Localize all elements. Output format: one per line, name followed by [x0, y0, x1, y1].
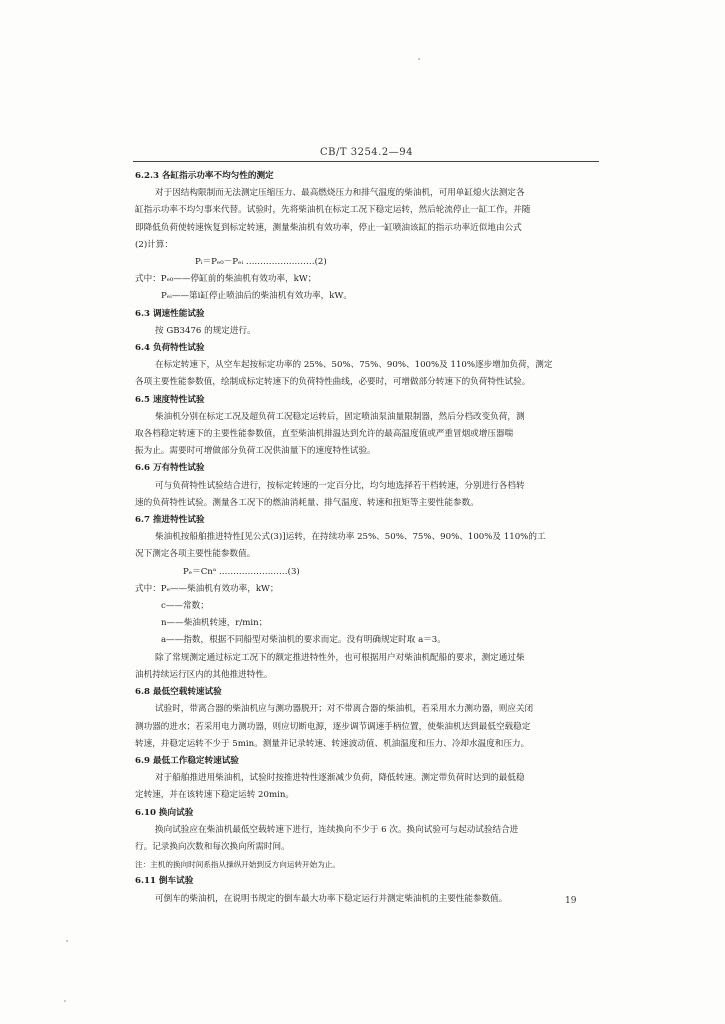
scan-speck	[64, 1000, 66, 1002]
paragraph-line: 换向试验应在柴油机最低空载转速下进行，连续换向不少于 6 次。换向试验可与起动试验结合进	[155, 824, 519, 835]
scan-speck	[66, 940, 68, 942]
section-6-10-title: 6.10 换向试验	[135, 807, 194, 818]
equation-definition: Pₑᵢ——第i缸停止喷油后的柴油机有效功率，kW。	[161, 291, 352, 302]
equation-definition: n——柴油机转速，r/min；	[161, 618, 268, 629]
paragraph-line: 行。记录换向次数和每次换向所需时间。	[135, 841, 290, 852]
paragraph-line: 对于船舶推进用柴油机，试验时按推进特性逐渐减少负荷，降低转速。测定带负荷时达到的最低稳	[155, 773, 525, 784]
equation-definition: 式中：Pₑ₀——停缸前的柴油机有效功率，kW；	[135, 274, 317, 285]
paragraph-line: 柴油机按船舶推进特性[见公式(3)]运转，在持续功率 25%、50%、75%、90%、100%及 110%的工	[155, 532, 546, 543]
note: 注：主机的换向时间系指从操纵开始到反方向运转开始为止。	[135, 860, 341, 870]
paragraph-line: 试验时，带离合器的柴油机应与测功器脱开；对不带离合器的柴油机，若采用水力测功器，则应关闭	[155, 704, 534, 715]
document-body	[135, 168, 595, 908]
paragraph-line: 速的负荷特性试验。测量各工况下的燃油消耗量、排气温度、转速和扭矩等主要性能参数。	[135, 497, 479, 508]
page-number: 19	[565, 896, 577, 906]
section-6-3-title: 6.3 调速性能试验	[135, 308, 205, 319]
section-6-11-title: 6.11 倒车试验	[135, 876, 194, 887]
paragraph-line: 柴油机分别在标定工况及超负荷工况稳定运转后，固定喷油泵油量限制器，然后分档改变负荷，测	[155, 411, 525, 422]
paragraph-line: 测功器的进水；若采用电力测功器，则应切断电源，逐步调节调速手柄位置，使柴油机达到最低空载稳定	[135, 721, 531, 732]
equation-definition: c——常数；	[161, 601, 209, 612]
paragraph-line: 取各档稳定转速下的主要性能参数值，直至柴油机排温达到允许的最高温度值或严重冒烟或增压器喘	[135, 429, 514, 440]
paragraph-line: 转速，并稳定运转不少于 5min。测量并记录转速、转速波动值、机油温度和压力、冷却水温度和压力。	[135, 738, 530, 749]
paragraph-line: (2)计算：	[135, 239, 173, 250]
header-rule	[133, 161, 599, 162]
paragraph-line: 对于因结构限制而无法测定压缩压力、最高燃烧压力和排气温度的柴油机，可用单缸熄火法测定各	[155, 188, 525, 199]
standard-header: CB/T 3254.2—94	[320, 147, 413, 158]
paragraph-line: 各项主要性能参数值，绘制成标定转速下的负荷特性曲线，必要时，可增做部分转速下的负荷特性试验。	[135, 377, 531, 388]
equation-2: Pᵢ＝Pₑ₀－Pₑᵢ ……………………(2)	[195, 257, 327, 268]
scan-speck	[418, 58, 420, 60]
section-6-8-title: 6.8 最低空载转速试验	[135, 687, 222, 698]
section-6-5-title: 6.5 速度特性试验	[135, 394, 205, 405]
section-6-7-title: 6.7 推进特性试验	[135, 515, 205, 526]
paragraph-line: 振为止。需要时可增做部分负荷工况供油量下的速度特性试验。	[135, 446, 376, 457]
paragraph-line: 在标定转速下，从空车起按标定功率的 25%、50%、75%、90%、100%及 110%逐步增加负荷，测定	[155, 360, 553, 371]
paragraph-line: 缸指示功率不均匀事来代替。试验时，先将柴油机在标定工况下稳定运转，然后轮流停止一缸工作，并随	[135, 205, 531, 216]
section-6-2-3-title: 6.2.3 各缸指示功率不均匀性的测定	[135, 171, 274, 181]
paragraph-line: 除了常规测定通过标定工况下的额定推进特性外，也可根据用户对柴油机配船的要求，测定通过柴	[155, 652, 525, 663]
paragraph-line: 即降低负荷使转速恢复到标定转速，测量柴油机有效功率，停止一缸喷油该缸的指示功率近似地由公式	[135, 222, 522, 233]
paragraph-line: 可与负荷特性试验结合进行，按标定转速的一定百分比，均匀地选择若干档转速，分别进行各档转	[155, 480, 525, 491]
equation-3: Pₑ＝Cnᵃ ……………………(3)	[183, 566, 300, 577]
paragraph-line: 可倒车的柴油机，在说明书规定的倒车最大功率下稳定运行并测定柴油机的主要性能参数值。	[155, 893, 508, 904]
section-6-4-title: 6.4 负荷特性试验	[135, 343, 205, 354]
paragraph-line: 按 GB3476 的规定进行。	[155, 325, 256, 336]
section-6-6-title: 6.6 万有特性试验	[135, 463, 205, 474]
paragraph-line: 定转速，并在该转速下稳定运转 20min。	[135, 790, 295, 801]
section-6-9-title: 6.9 最低工作稳定转速试验	[135, 755, 239, 766]
equation-definition: a——指数，根据不同船型对柴油机的要求而定。没有明确规定时取 a＝3。	[161, 635, 446, 646]
paragraph-line: 况下测定各项主要性能参数值。	[135, 549, 256, 560]
equation-definition: 式中：Pₑ——柴油机有效功率，kW；	[135, 583, 279, 594]
paragraph-line: 油机持续运行区内的其他推进特性。	[135, 669, 273, 680]
